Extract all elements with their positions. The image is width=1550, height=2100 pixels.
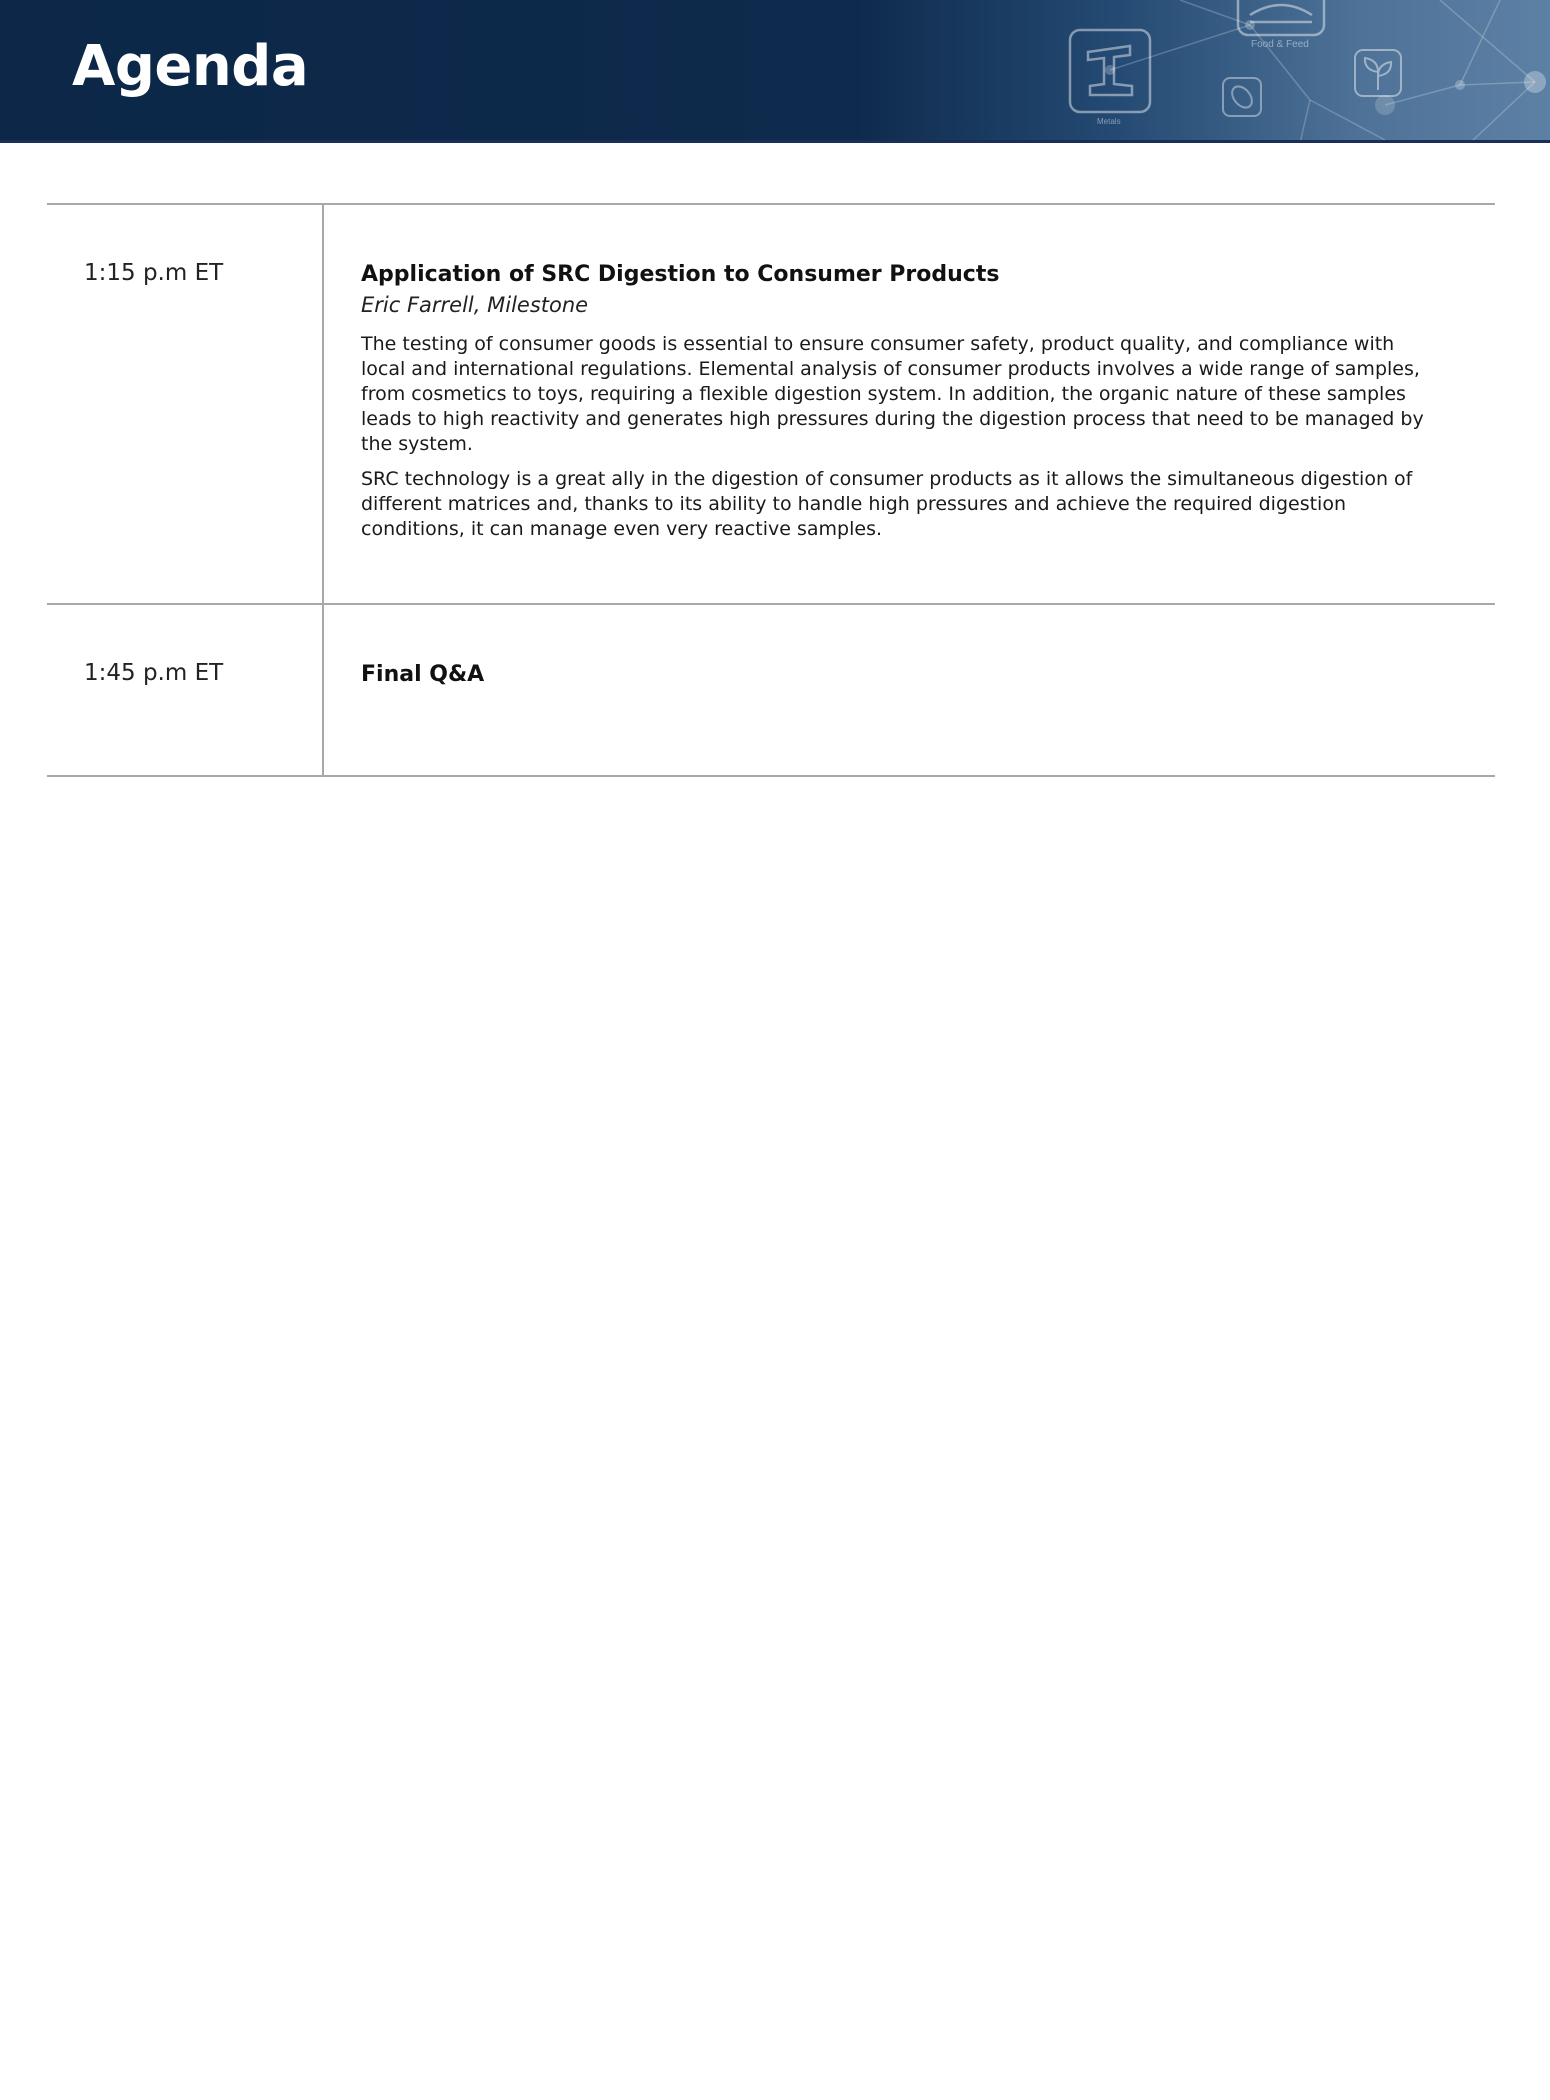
session-title: Application of SRC Digestion to Consumer Products — [361, 262, 1000, 287]
page-title: Agenda — [72, 34, 309, 99]
metals-icon-label: Metals — [1097, 117, 1121, 126]
agenda-row — [47, 205, 1495, 605]
food-feed-icon-label: Food & Feed — [1251, 39, 1309, 50]
session-title: Final Q&A — [361, 662, 485, 687]
session-description: SRC technology is a great ally in the digestion of consumer products as it allows the simultaneous digestion of different matrices and, thanks to its ability to handle high pressures and achieve the required digestion conditions, it can manage even very reactive samples. — [361, 468, 1413, 540]
session-time: 1:45 p.m ET — [84, 660, 224, 686]
leaf-icon — [1355, 50, 1401, 96]
session-description: The testing of consumer goods is essential to ensure consumer safety, product quality, and compliance with local and international regulations. Elemental analysis of consumer products involves a wide range of samples, from cosmetics to toys, requiring a flexible digestion system. In addition, the organic nature of these samples leads to high reactivity and generates high pressures during the digestion process that need to be managed by the system. — [361, 333, 1424, 455]
agenda-table — [47, 203, 1495, 777]
header-banner — [0, 0, 1550, 143]
session-details — [324, 205, 1495, 603]
agenda-row — [47, 605, 1495, 777]
time-cell — [47, 205, 324, 603]
session-speaker: Eric Farrell, Milestone — [361, 293, 589, 317]
pills-icon — [1223, 78, 1261, 116]
time-cell — [47, 605, 324, 775]
session-time: 1:15 p.m ET — [84, 260, 224, 286]
session-details — [324, 605, 1495, 775]
